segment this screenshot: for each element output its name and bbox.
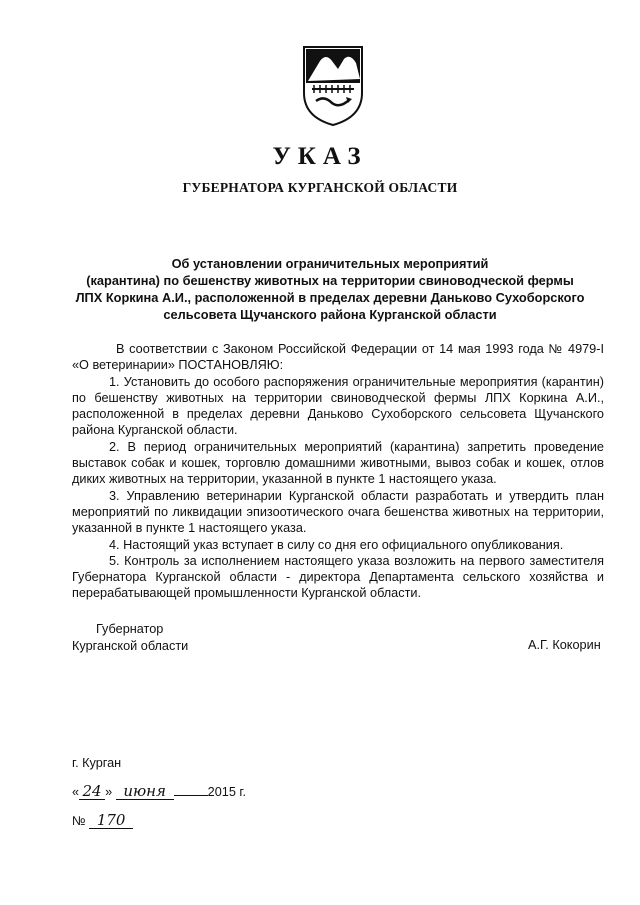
decree-item-5: 5. Контроль за исполнением настоящего указа возложить на первого заместителя Губернатора Курганской области - директора Департамента сельского хозяйства и перерабатывающей промышленности Курганской области. — [72, 553, 604, 601]
decree-item-2: 2. В период ограничительных мероприятий (карантина) запретить проведение выставок собак и кошек, торговлю домашними животными, вывоз собак и кошек, отлов диких животных на территории, указанной в пункте 1 настоящего указа. — [72, 439, 604, 487]
date-month-handwritten: июня — [116, 783, 174, 800]
issue-date — [72, 783, 246, 800]
decree-heading-line: (карантина) по бешенству животных на территории свиноводческой фермы — [86, 273, 574, 288]
document-title: УКАЗ — [272, 143, 368, 170]
decree-item-1: 1. Установить до особого распоряжения ограничительные мероприятия (карантин) по бешенству животных на территории свиноводческой фермы ЛПХ Коркина А.И., расположенной в пределах деревни Даньково Сухоборского сельсовета Щучанского района Курганской области. — [72, 374, 604, 438]
date-fill-line — [174, 783, 208, 796]
document-subtitle: ГУБЕРНАТОРА КУРГАНСКОЙ ОБЛАСТИ — [182, 180, 458, 195]
issue-city: г. Курган — [72, 756, 122, 770]
decree-heading — [60, 255, 600, 323]
decree-number — [72, 812, 133, 829]
decree-body — [72, 341, 604, 602]
number-value-handwritten: 170 — [89, 812, 133, 829]
decree-heading-line: сельсовета Щучанского района Курганской области — [163, 307, 497, 322]
decree-heading-line: Об установлении ограничительных мероприятий — [171, 256, 489, 271]
date-day-handwritten: 24 — [79, 783, 105, 800]
decree-heading-line: ЛПХ Коркина А.И., расположенной в пределах деревни Даньково Сухоборского — [75, 290, 585, 305]
date-open-quote: « — [72, 785, 80, 799]
preamble-paragraph: В соответствии с Законом Российской Федерации от 14 мая 1993 года № 4979-I «О ветеринарии» ПОСТАНОВЛЯЮ: — [72, 342, 604, 373]
date-year: 2015 г. — [207, 785, 247, 799]
signatory-position-line: Курганской области — [72, 639, 189, 653]
coat-of-arms-icon — [302, 45, 364, 127]
decree-item-4: 4. Настоящий указ вступает в силу со дня его официального опубликования. — [109, 537, 564, 552]
date-close-quote: » — [105, 785, 113, 799]
decree-item-3: 3. Управлению ветеринарии Курганской области разработать и утвердить план мероприятий по ликвидации эпизоотического очага бешенства животных на территории, указанной в пункте 1 настоящего указа. — [72, 488, 604, 536]
number-label: № — [72, 814, 86, 828]
signatory-name: А.Г. Кокорин — [528, 638, 601, 652]
signatory-position-line: Губернатор — [96, 622, 164, 636]
signatory-position — [72, 621, 188, 655]
